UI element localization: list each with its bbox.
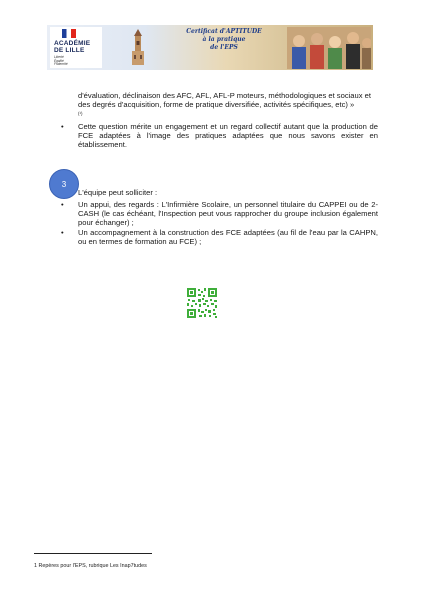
logo-motto-2: Égalité [54, 58, 64, 63]
dash-item-2-text: Un accompagnement à la construction des FCE adaptées (au fil de l'eau par la CAHPN, ou en termes de formation au FCE) ; [78, 228, 378, 247]
banner-title [175, 28, 273, 66]
bullet-item-1-text: Cette question mérite un engagement et un regard collectif autant que la production de FCE adaptées à l'image des pratiques adaptées que nous savons exister en établissement. [78, 122, 378, 150]
section-number: 3 [61, 179, 67, 189]
dash-item-2 [61, 228, 378, 247]
logo-line-1: ACADÉMIE [54, 40, 91, 47]
logo-motto-1: Liberté [54, 55, 64, 59]
section-number-badge [49, 169, 79, 199]
banner-title-line-3: de l'EPS [210, 44, 238, 51]
footnote-separator [34, 553, 152, 554]
header-banner [47, 25, 373, 70]
paragraph-text: d'évaluation, déclinaison des AFC, AFL, AFL-P moteurs, méthodologiques et sociaux et des degrés d'acquisition, forme de pratique diversifiée, activités spécifiques, etc) » [78, 91, 371, 110]
bullet-glyph: • [61, 228, 64, 237]
students-photo [287, 27, 371, 69]
belfry-tower-icon [129, 29, 147, 67]
continuation-paragraph [78, 91, 378, 119]
team-heading [78, 188, 378, 197]
team-heading-text: L'équipe peut solliciter : [78, 188, 158, 197]
bullet-glyph: • [61, 122, 64, 131]
banner-title-line-2: à la pratique [202, 36, 246, 43]
logo-line-2: DE LILLE [54, 47, 85, 54]
footnote-text: 1 Repères pour l'EPS, rubrique Les Inap7tudes [34, 563, 147, 569]
footnote-reference: (¹) [78, 111, 83, 117]
bullet-glyph: • [61, 200, 64, 209]
footnote [34, 563, 147, 569]
dash-item-1-text: Un appui, des regards : L'Infirmière Scolaire, un personnel titulaire du CAPPEI ou de 2-CASH (le cas échéant, l'Inspection peut vous rapprocher du groupe inclusion également pour échanger) ; [78, 200, 378, 228]
bullet-item-1 [61, 122, 378, 150]
banner-title-line-1: Certificat d'APTITUDE [186, 28, 262, 35]
logo-motto-3: Fraternité [54, 62, 68, 67]
academie-logo [50, 27, 102, 68]
dash-item-1 [61, 200, 378, 228]
qr-code-icon [186, 287, 218, 319]
french-flag-icon [62, 29, 76, 38]
